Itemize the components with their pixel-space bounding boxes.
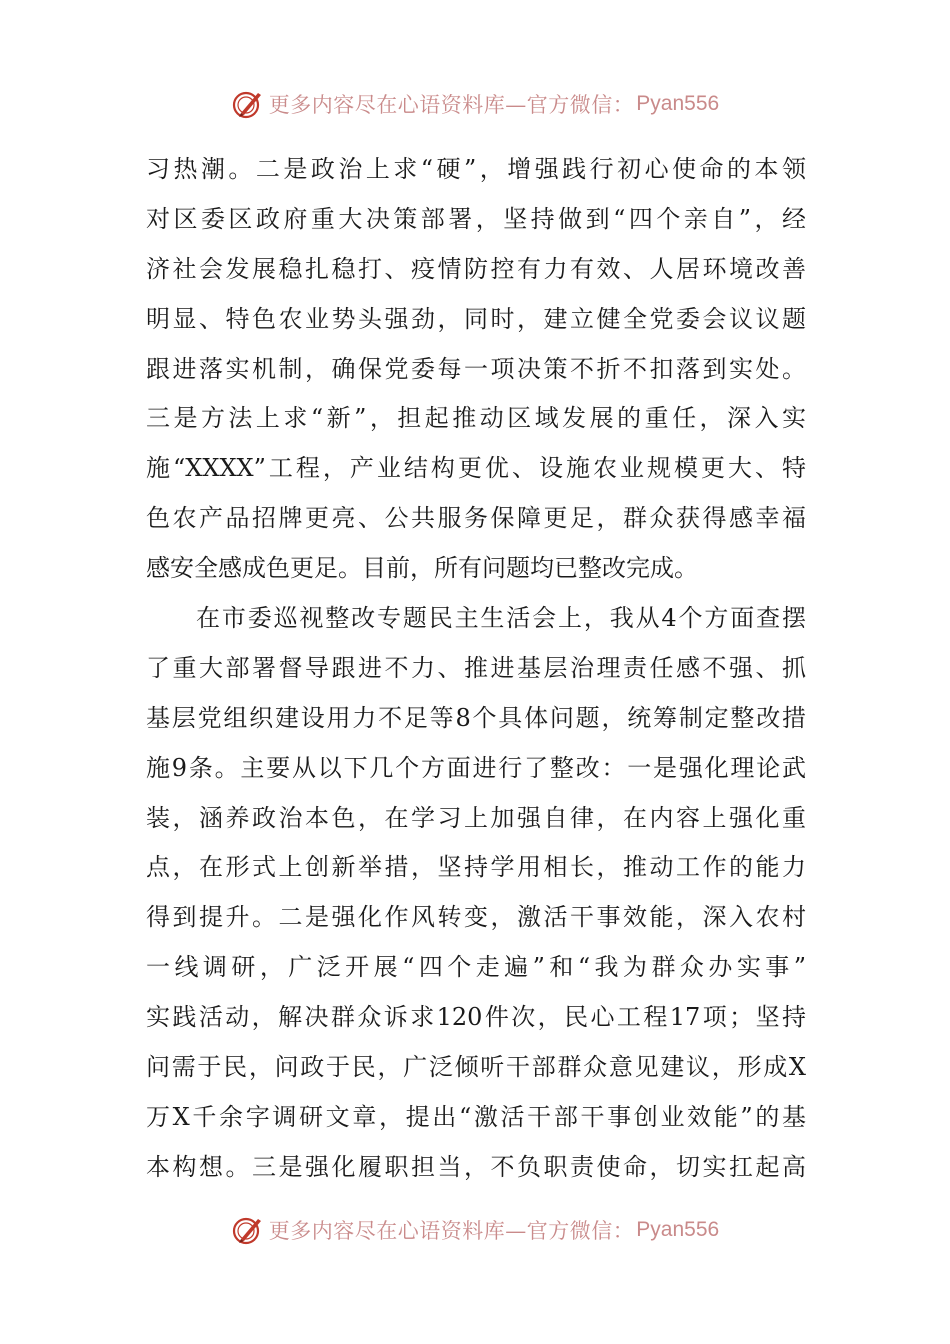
text-line: 施“XXXX”工程，产业结构更优、设施农业规模更大、特 <box>146 454 806 483</box>
text-line: 得到提升。二是强化作风转变，激活干事效能，深入农村 <box>146 903 806 932</box>
text-line: 明显、特色农业势头强劲，同时，建立健全党委会议议题 <box>146 304 806 333</box>
text-line: 基层党组织建设用力不足等8个具体问题，统筹制定整改措 <box>146 703 806 732</box>
text-line: 习热潮。二是政治上求“硬”，增强践行初心使命的本领 <box>146 155 806 183</box>
footer-watermark-text: 更多内容尽在心语资料库—官方微信： <box>268 1219 635 1243</box>
header-watermark <box>0 84 950 124</box>
text-line: 了重大部署督导跟进不力、推进基层治理责任感不强、抓 <box>146 653 806 682</box>
text-line: 实践活动，解决群众诉求120件次，民心工程17项；坚持 <box>146 1003 806 1032</box>
body-text <box>146 145 806 1193</box>
text-line: 跟进落实机制，确保党委每一项决策不折不扣落到实处。 <box>146 354 806 383</box>
pen-logo-icon <box>231 1213 265 1247</box>
text-line: 施9条。主要从以下几个方面进行了整改：一是强化理论武 <box>146 753 806 782</box>
footer-watermark <box>0 1210 950 1250</box>
text-line: 三是方法上求“新”，担起推动区域发展的重任，深入实 <box>146 404 806 433</box>
header-watermark-id: Pyan556 <box>636 92 720 115</box>
text-line: 感安全感成色更足。目前，所有问题均已整改完成。 <box>146 554 698 583</box>
text-line: 色农产品招牌更亮、公共服务保障更足，群众获得感幸福 <box>146 504 806 533</box>
paragraph-start-line: 在市委巡视整改专题民主生活会上，我从4个方面查摆 <box>196 604 806 633</box>
text-line: 点，在形式上创新举措，坚持学用相长，推动工作的能力 <box>146 853 806 882</box>
footer-watermark-id: Pyan556 <box>636 1218 720 1241</box>
pen-logo-icon <box>231 87 265 121</box>
text-line: 一线调研，广泛开展“四个走遍”和“我为群众办实事” <box>146 953 806 982</box>
text-line: 济社会发展稳扎稳打、疫情防控有力有效、人居环境改善 <box>146 254 806 283</box>
text-line: 本构想。三是强化履职担当，不负职责使命，切实扛起高 <box>146 1152 806 1181</box>
text-line: 问需于民，问政于民，广泛倾听干部群众意见建议，形成X <box>146 1053 806 1082</box>
header-watermark-text: 更多内容尽在心语资料库—官方微信： <box>268 93 635 117</box>
text-line: 装，涵养政治本色，在学习上加强自律，在内容上强化重 <box>146 803 806 832</box>
text-line: 万X千余字调研文章，提出“激活干部干事创业效能”的基 <box>146 1102 806 1131</box>
text-line: 对区委区政府重大决策部署，坚持做到“四个亲自”，经 <box>146 204 806 233</box>
